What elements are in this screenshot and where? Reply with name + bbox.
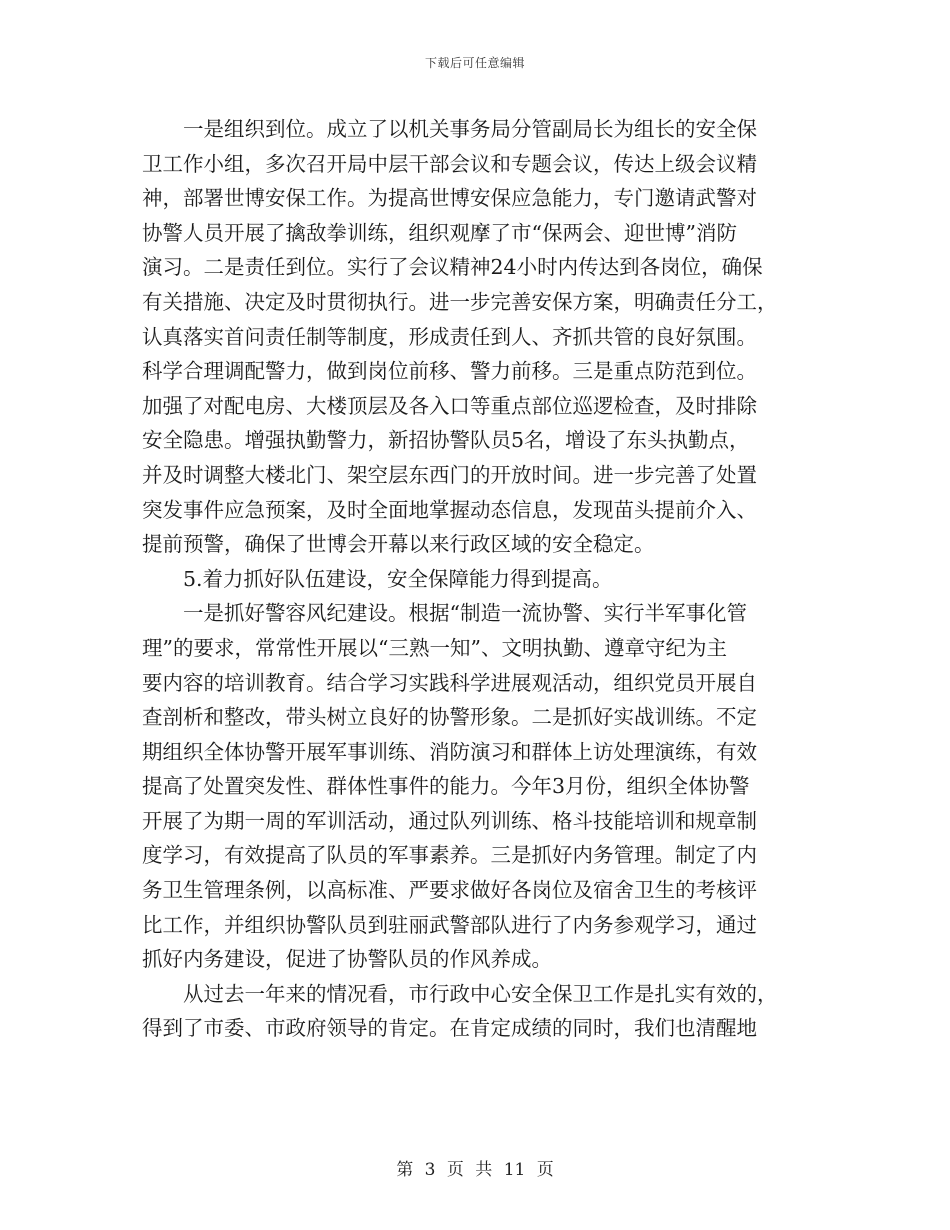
section-heading: 5.着力抓好队伍建设，安全保障能力得到提高。	[142, 566, 613, 591]
text-line: 神，部署世博安保工作。为提高世博安保应急能力，专门邀请武警对	[142, 186, 757, 211]
text-line: 度学习，有效提高了队员的军事素养。三是抓好内务管理。制定了内	[142, 843, 757, 868]
text-line: 开展了为期一周的军训活动，通过队列训练、格斗技能培训和规章制	[142, 808, 757, 833]
text-line: 并及时调整大楼北门、架空层东西门的开放时间。进一步完善了处置	[142, 462, 757, 487]
text-line: 抓好内务建设，促进了协警队员的作风养成。	[142, 947, 552, 972]
text-line: 务卫生管理条例，以高标准、严要求做好各岗位及宿舍卫生的考核评	[142, 878, 757, 903]
text-line: 有关措施、决定及时贯彻执行。进一步完善安保方案，明确责任分工，	[142, 289, 778, 314]
text-line: 卫工作小组，多次召开局中层干部会议和专题会议，传达上级会议精	[142, 151, 757, 176]
page-number: 第 3 页 共 11 页	[396, 1160, 554, 1180]
text-line: 比工作，并组织协警队员到驻丽武警部队进行了内务参观学习，通过	[142, 912, 757, 937]
text-line: 期组织全体协警开展军事训练、消防演习和群体上访处理演练，有效	[142, 739, 757, 764]
text-line: 认真落实首问责任制等制度，形成责任到人、齐抓共管的良好氛围。	[142, 324, 757, 349]
text-line: 协警人员开展了擒敌拳训练，组织观摩了市“保两会、迎世博”消防	[142, 220, 737, 245]
text-line: 提高了处置突发性、群体性事件的能力。今年3月份，组织全体协警	[142, 774, 750, 799]
text-line: 从过去一年来的情况看，市行政中心安全保卫工作是扎实有效的，	[142, 981, 778, 1006]
page-header: 下载后可任意编辑	[424, 56, 525, 70]
text-line: 要内容的培训教育。结合学习实践科学进展观活动，组织党员开展自	[142, 670, 757, 695]
text-line: 提前预警，确保了世博会开幕以来行政区域的安全稳定。	[142, 532, 655, 557]
text-line: 理”的要求，常常性开展以“三熟一知”、文明执勤、遵章守纪为主	[142, 635, 727, 660]
text-line: 一是抓好警容风纪建设。根据“制造一流协警、实行半军事化管	[142, 601, 747, 626]
text-line: 演习。二是责任到位。实行了会议精神24小时内传达到各岗位，确保	[142, 255, 763, 280]
text-line: 突发事件应急预案，及时全面地掌握动态信息，发现苗头提前介入、	[142, 497, 757, 522]
text-line: 加强了对配电房、大楼顶层及各入口等重点部位巡逻检查，及时排除	[142, 393, 757, 418]
text-line: 科学合理调配警力，做到岗位前移、警力前移。三是重点防范到位。	[142, 359, 757, 384]
text-line: 一是组织到位。成立了以机关事务局分管副局长为组长的安全保	[142, 117, 757, 141]
text-line: 安全隐患。增强执勤警力，新招协警队员5名，增设了东头执勤点，	[142, 428, 750, 453]
text-line: 得到了市委、市政府领导的肯定。在肯定成绩的同时，我们也清醒地	[142, 1016, 757, 1041]
text-line: 查剖析和整改，带头树立良好的协警形象。二是抓好实战训练。不定	[142, 705, 757, 730]
document-body	[142, 112, 810, 1046]
